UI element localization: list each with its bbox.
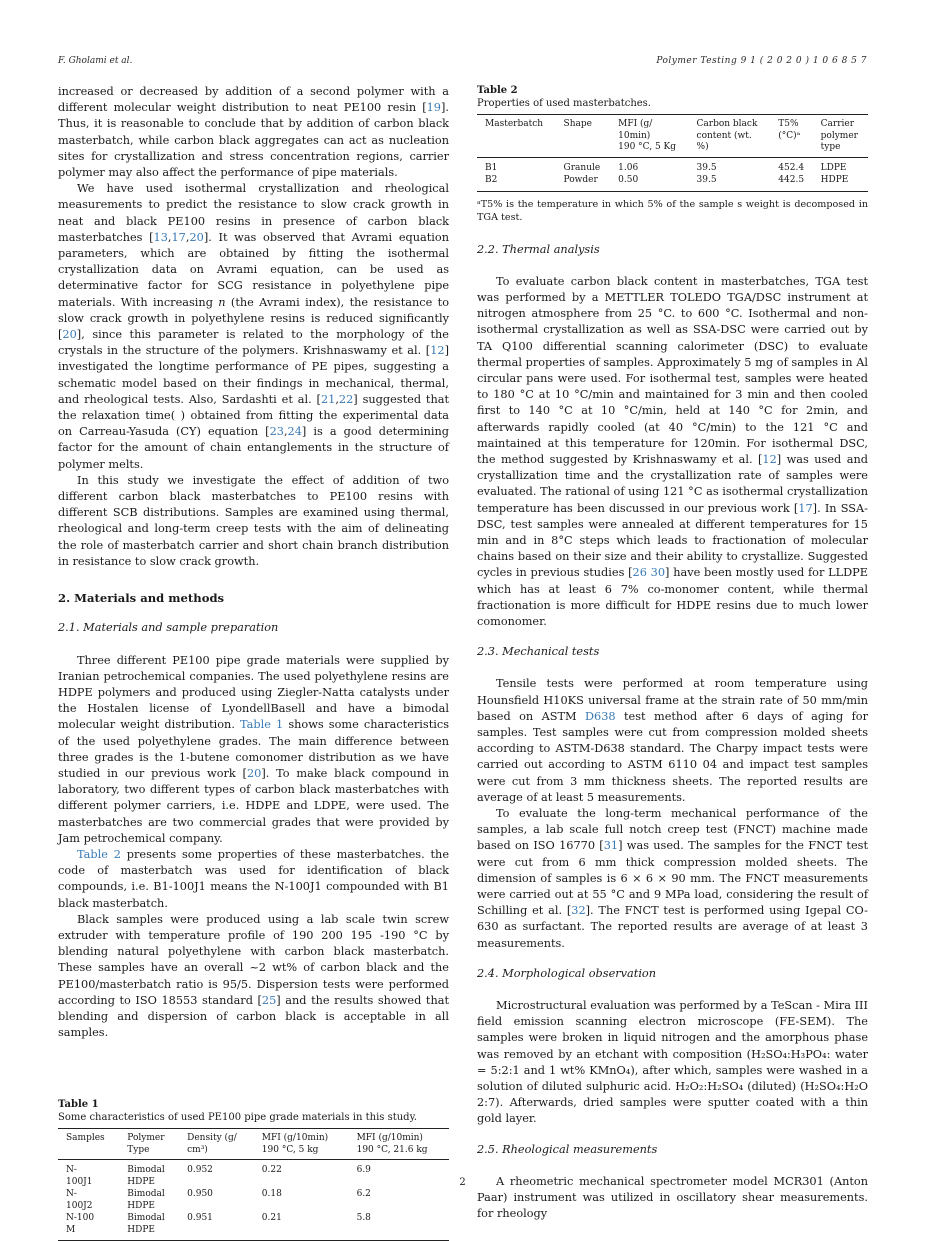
citation-link[interactable]: 17 (171, 230, 186, 244)
citation-link[interactable]: 24 (287, 425, 302, 439)
table-cell: Powder (556, 174, 611, 191)
running-journal: Polymer Testing 9 1 ( 2 0 2 0 ) 1 0 6 8 5 7 (656, 56, 867, 66)
table-cell: 0.952 (187, 1165, 213, 1176)
text-run: ] was used and crystallization time and the crystallization rate of samples were evaluated. The rational of using 121 °C as isothermal crystallization temperature has been discussed in our previous work [ (477, 452, 868, 515)
table-caption: Some characteristics of used PE100 pipe grade materials in this study. (58, 1112, 418, 1124)
paragraph (58, 912, 449, 1042)
page-header (58, 56, 867, 70)
text-run: ] and the results showed that blending and dispersion of carbon black is acceptable in all samples. (58, 993, 449, 1040)
paragraph (477, 274, 868, 630)
table-cell: 5.8 (349, 1212, 449, 1241)
text-run: shows some characteristics of the used polyethylene grades. The main difference between three grades is the 1-butene comonomer distribution as we have studied in our previous work [ (58, 718, 449, 780)
citation-link[interactable]: 20 (189, 230, 204, 244)
table-header-cell: MFI (g/10min) 190 °C, 21.6 kg (349, 1129, 449, 1160)
table-row (477, 174, 868, 191)
citation-link[interactable]: 21 (320, 392, 336, 406)
table-row (477, 157, 868, 174)
table-cell: N- 100J1 (66, 1165, 93, 1187)
citation-link[interactable]: 13 (153, 230, 168, 244)
citation-link[interactable]: 25 (261, 993, 277, 1007)
text-run: ]. Thus, it is reasonable to conclude that by addition of carbon black masterbatch, while carbon black aggregates can act as nucleation sites for crystallization and stress concentration regions, carrier polymer may also affect the performance of pipe materials. (58, 101, 449, 180)
table-header-cell: Polymer Type (119, 1129, 179, 1160)
citation-link[interactable]: D638 (584, 709, 616, 723)
text-run: ], since this parameter is related to the morphology of the crystals in the structure of the polymers. Krishnaswamy et al. [ (58, 328, 449, 358)
text-run: ] investigated the longtime performance of PE pipes, suggesting a schematic model based on their findings in mechanical, thermal, and rheological tests. Also, Sardashti et al. [ (58, 344, 449, 406)
citation-link[interactable]: 31 (603, 839, 619, 853)
subsection-heading: 2.5. Rheological measurements (477, 1142, 658, 1156)
table-cell: 0.22 (261, 1165, 282, 1176)
text-run: ] was used. The samples for the FNCT test were cut from 6 mm thick compression molded sheets. The dimension of samples is 6 × 6 × 90 mm. The FNCT measurements were carried out at 55 °C and 9 MPa load, considering the result of Schilling et al. [ (477, 839, 868, 918)
citation-link[interactable]: 32 (571, 904, 586, 918)
table-1 (58, 1098, 449, 1241)
paragraph (58, 653, 449, 847)
table-header-cell: Shape (556, 115, 611, 158)
table-title: Table 2 (477, 85, 518, 96)
text-run: Three different PE100 pipe grade materials were supplied by Iranian petrochemical companies. The used polyethylene resins are HDPE polymers and produced using Ziegler-Natta catalysts under the Hostalen license of LyondellBasell and have a bimodal molecular weight distribution. (58, 653, 449, 732)
text-run: (the Avrami index), the resistance to slow crack growth in polyethylene resins is reduced significantly [ (58, 295, 449, 342)
citation-link[interactable]: 20 (246, 766, 262, 780)
table-cell: 6.2 (356, 1189, 371, 1200)
subsection-heading: 2.2. Thermal analysis (477, 242, 600, 256)
table-title: Table 1 (58, 1099, 99, 1111)
table-cell: Bimodal HDPE (119, 1212, 179, 1241)
text-run: , (167, 230, 172, 244)
subsection-heading: 2.4. Morphological observation (477, 966, 657, 980)
paragraph (477, 676, 868, 806)
right-column (477, 84, 868, 1222)
table-header-cell: Samples (58, 1129, 119, 1160)
table-cell: 0.950 (187, 1189, 213, 1200)
table-header-cell: Masterbatch (477, 115, 556, 158)
text-run: , (185, 230, 190, 244)
table (477, 114, 868, 192)
table-cell: Bimodal HDPE (127, 1189, 165, 1211)
table-cell: LDPE (820, 162, 847, 173)
text-run: ] is a good determining factor for the amount of chain entanglements in the structure of polymer melts. (58, 425, 450, 471)
table-cell: 39.5 (696, 162, 717, 173)
table-cell: 0.18 (261, 1189, 282, 1200)
table-header-cell: Carrier polymer type (813, 115, 868, 158)
citation-link[interactable]: 12 (430, 344, 445, 358)
citation-link[interactable]: 23 (269, 425, 284, 439)
citation-link[interactable]: Table 1 (240, 718, 284, 732)
table-cell: 6.9 (356, 1165, 371, 1176)
table-header-cell: Carbon black content (wt. %) (689, 115, 771, 158)
paragraph (58, 84, 449, 181)
table-cell: 0.50 (610, 174, 688, 191)
table-cell: 452.4 (778, 162, 805, 173)
citation-link[interactable]: 17 (798, 501, 813, 515)
section-heading: 2. Materials and methods (58, 591, 225, 606)
citation-link[interactable]: 20 (62, 328, 77, 342)
table-cell: B1 (485, 162, 498, 173)
table-cell: N- 100J2 (66, 1189, 93, 1211)
table-cell: HDPE (813, 174, 868, 191)
table-header-cell: Density (g/ cm³) (179, 1129, 254, 1160)
table-header-cell: MFI (g/10min) 190 °C, 5 kg (254, 1129, 349, 1160)
text-run: ] have been mostly used for LLDPE which has at least 6 7% co-monomer content, while thermal fractionation is more difficult for HDPE resins due to much lower comonomer. (477, 566, 869, 628)
citation-link[interactable]: 19 (426, 101, 441, 115)
table-cell: B2 (477, 174, 556, 191)
text-run: Black samples were produced using a lab scale twin screw extruder with temperature profile of 190 200 195 -190 °C by blending natural polyethylene with carbon black masterbatch. These samples have an overall ~2 wt% of carbon black and the PE100/masterbatch ratio is 95/5. Dispersion tests were performed according to ISO 18553 standard [ (58, 912, 449, 1007)
text-run: increased or decreased by addition of a second polymer with a different molecular weight distribution to neat PE100 resin [ (58, 85, 449, 115)
text-run: In this study we investigate the effect of addition of two different carbon black masterbatches to PE100 resins with different SCB distributions. Samples are examined using thermal, rheological and long-term creep tests with the aim of delineating the role of masterbatch carrier and short chain branch distribution in resistance to slow crack growth. (58, 473, 449, 568)
italic-text: n (218, 295, 226, 309)
paragraph (477, 806, 868, 952)
text-run: ]. The FNCT test is performed using Igepal CO-630 as surfactant. The reported results are average of at least 3 measurements. (477, 904, 868, 950)
table-cell: 39.5 (689, 174, 771, 191)
table-cell: 0.21 (254, 1212, 349, 1241)
text-run: We have used isothermal crystallization and rheological measurements to predict the resistance to slow crack growth in neat and black PE100 resins in presence of carbon black masterbatches [ (58, 182, 449, 244)
text-run: Microstructural evaluation was performed by a TeScan - Mira III field emission scanning electron microscope (FE-SEM). The samples were broken in liquid nitrogen and the amorphous phase was removed by an etchant with composition (H₂SO₄:H₃PO₄: water = 5:2:1 and 1 wt% KMnO₄), after which, samples were washed in a solution of diluted sulphuric acid. H₂O₂:H₂SO₄ (diluted) (H₂SO₄:H₂O 2:7). Afterwards, dried samples were sputter coated with a thin gold layer. (477, 999, 868, 1126)
text-run: test method after 6 days of aging for samples. Test samples were cut from compression molded sheets according to ASTM-D638 standard. The Charpy impact tests were carried out according to ASTM 6110 04 and impact test samples were cut from 3 mm thickness sheets. The reported results are average of at least 5 measurements. (477, 709, 868, 804)
text-run: Tensile tests were performed at room temperature using Hounsfield H10KS universal frame at the strain rate of 50 mm/min based on ASTM (477, 677, 868, 723)
text-run: ]. In SSA-DSC, test samples were annealed at different temperatures for 15 min and in 8°C steps which leads to fractionation of molecular chains based on their size and their ability to crystallize. Suggested cycles in previous studies [ (477, 501, 868, 580)
table-row (58, 1212, 449, 1241)
table-cell: 442.5 (770, 174, 812, 191)
text-run: ] suggested that the relaxation time( ) obtained from fitting the experimental data on Carreau-Yasuda (CY) equation [ (58, 392, 450, 439)
subsection-heading: 2.3. Mechanical tests (477, 645, 600, 659)
text-run: ]. To make black compound in laboratory, two different types of carbon black masterbatches with different polymer carriers, i.e. HDPE and LDPE, were used. The masterbatches are two commercial grades that were provided by Jam petrochemical company. (58, 766, 449, 845)
table-caption: Properties of used masterbatches. (477, 98, 651, 109)
running-author: F. Gholami et al. (58, 56, 133, 66)
text-run: A rheometric mechanical spectrometer model MCR301 (Anton Paar) instrument was utilized in oscillatory shear measurements. for rheology (477, 1174, 868, 1221)
subsection-heading: 2.1. Materials and sample preparation (58, 621, 279, 635)
paragraph (58, 847, 449, 912)
table-cell: Bimodal HDPE (127, 1165, 165, 1187)
paragraph (58, 473, 449, 570)
table-row (58, 1188, 449, 1212)
paragraph (58, 181, 449, 473)
paragraph (477, 998, 868, 1128)
table-footnote: ᵃT5% is the temperature in which 5% of the sample s weight is decomposed in TGA test. (477, 198, 868, 223)
citation-link[interactable]: 22 (338, 392, 354, 406)
table-cell: 0.951 (179, 1212, 254, 1241)
table-header-cell: MFI (g/ 10min) 190 °C, 5 Kg (610, 115, 688, 158)
text-run: To evaluate carbon black content in masterbatches, TGA test was performed by a METTLER TOLEDO TGA/DSC instrument at nitrogen atmosphere from 25 °C. to 600 °C. Isothermal and non-isothermal crystallization as well as SSA-DSC were carried out by TA Q100 differential scanning calorimeter (DSC) to evaluate thermal properties of samples. Approximately 5 mg of samples in Al circular pans were used. For isothermal test, samples were heated to 180 °C at 10 °C/min and maintained for 3 min and then cooled first to 140 °C at 10 °C/min, held at 140 °C for 2min, and afterwards rapidly cooled (at 40 °C/min) to the 121 °C and maintained at this temperature for 120min. For isothermal DSC, the method suggested by Krishnaswamy et al. [ (477, 274, 868, 466)
citation-link[interactable]: 12 (762, 452, 777, 466)
text-run: , (283, 425, 288, 439)
table-2 (477, 84, 868, 224)
table-header-cell: T5% (°C)ᵃ (770, 115, 812, 158)
page-number: 2 (459, 1177, 466, 1188)
table-cell: 1.06 (618, 162, 639, 173)
text-run: , (335, 392, 339, 406)
text-run: ]. It was observed that Avrami equation parameters, which are obtained by fitting the isothermal crystallization data on Avrami equation, can be used as determinative factor for SCG resistance in polyethylene pipe materials. With increasing (58, 230, 449, 309)
table-cell: Granule (563, 162, 601, 173)
text-run: To evaluate the long-term mechanical performance of the samples, a lab scale full notch creep test (FNCT) machine made based on ISO 16770 [ (477, 807, 868, 853)
citation-link[interactable]: Table 2 (77, 847, 121, 861)
citation-link[interactable]: 26 30 (632, 566, 666, 580)
table-cell: N-100 M (58, 1212, 119, 1241)
text-run: presents some properties of these masterbatches. the code of masterbatch was used for identification of black compounds, i.e. B1-100J1 means the N-100J1 compounded with B1 black masterbatch. (58, 847, 450, 910)
left-column (58, 84, 449, 1241)
